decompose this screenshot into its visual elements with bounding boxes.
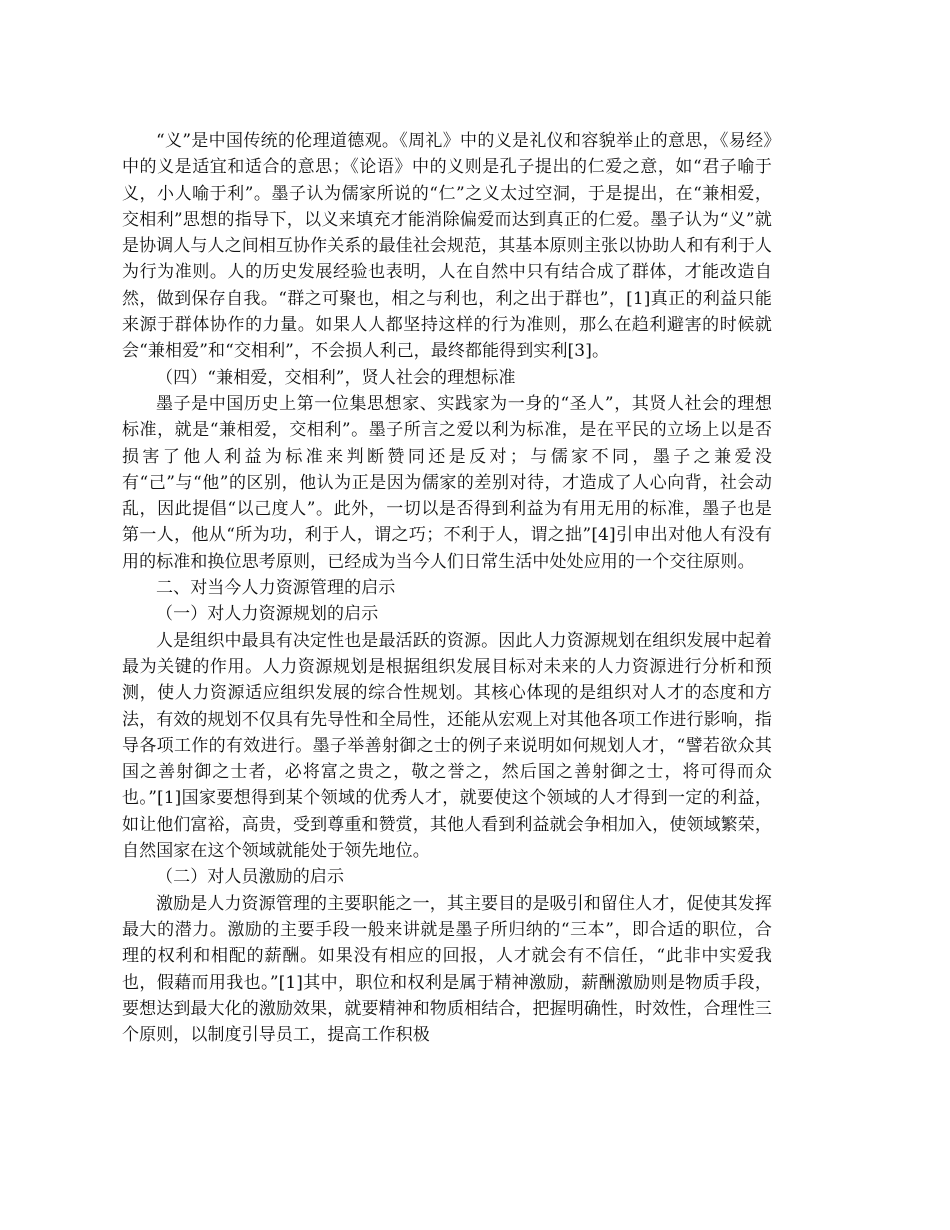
paragraph-motivation: 激励是人力资源管理的主要职能之一，其主要目的是吸引和留住人才，促使其发挥最大的潜力。激励的主要手段一般来讲就是墨子所归纳的“三本”，即合适的职位，合理的权利和相配的薪酬。如果没有相应的回报，人才就会有不信任，“此非中实爱我也，假藉而用我也。”[1]其中，职位和权利是属于精神激励，薪酬激励则是物质手段，要想达到最大化的激励效果，就要精神和物质相结合，把握明确性，时效性，合理性三个原则，以制度引导员工，提高工作积极 xyxy=(122,893,772,1046)
paragraph-mozi-ideal: 墨子是中国历史上第一位集思想家、实践家为一身的“圣人”，其贤人社会的理想标准，就是“兼相爱，交相利”。墨子所言之爱以利为标准，是在平民的立场上以是否损害了他人利益为标准来判断赞同还是反对；与儒家不同，墨子之兼爱没有“己”与“他”的区别，他认为正是因为儒家的差别对待，才造成了人心向背，社会动乱，因此提倡“以己度人”。此外，一切以是否得到利益为有用无用的标准，墨子也是第一人，他从“所为功，利于人，谓之巧；不利于人，谓之拙”[4]引申出对他人有没有用的标准和换位思考原则，已经成为当今人们日常生活中处处应用的一个交往原则。 xyxy=(122,393,772,572)
section-heading-hr-planning: （一）对人力资源规划的启示 xyxy=(156,604,379,625)
chapter-heading-2: 二、对当今人力资源管理的启示 xyxy=(156,578,396,599)
paragraph-yi-meaning: “义”是中国传统的伦理道德观。《周礼》中的义是礼仪和容貌举止的意思，《易经》中的义是适宜和适合的意思；《论语》中的义则是孔子提出的仁爱之意，如“君子喻于义，小人喻于利”。墨子认为儒家所说的“仁”之义太过空洞，于是提出，在“兼相爱，交相利”思想的指导下，以义来填充才能消除偏爱而达到真正的仁爱。墨子认为“义”就是协调人与人之间相互协作关系的最佳社会规范，其基本原则主张以协助人和有利于人为行为准则。人的历史发展经验也表明，人在自然中只有结合成了群体，才能改造自然，做到保存自我。“群之可聚也，相之与利也，利之出于群也”，[1]真正的利益只能来源于群体协作的力量。如果人人都坚持这样的行为准则，那么在趋利避害的时候就会“兼相爱”和“交相利”，不会损人利己，最终都能得到实利[3]。 xyxy=(122,131,772,362)
section-heading-motivation: （二）对人员激励的启示 xyxy=(156,867,345,888)
section-heading-4: （四）“兼相爱，交相利”，贤人社会的理想标准 xyxy=(156,367,516,388)
paragraph-hr-planning: 人是组织中最具有决定性也是最活跃的资源。因此人力资源规划在组织发展中起着最为关键的作用。人力资源规划是根据组织发展目标对未来的人力资源进行分析和预测，使人力资源适应组织发展的综合性规划。其核心体现的是组织对人才的态度和方法，有效的规划不仅具有先导性和全局性，还能从宏观上对其他各项工作进行影响，指导各项工作的有效进行。墨子举善射御之士的例子来说明如何规划人才，“譬若欲众其国之善射御之士者，必将富之贵之，敬之誉之，然后国之善射御之士，将可得而众也。”[1]国家要想得到某个领域的优秀人才，就要使这个领域的人才得到一定的利益，如让他们富裕，高贵，受到尊重和赞赏，其他人看到利益就会争相加入，使领域繁荣，自然国家在这个领域就能处于领先地位。 xyxy=(122,630,772,862)
document-body xyxy=(122,128,772,1048)
